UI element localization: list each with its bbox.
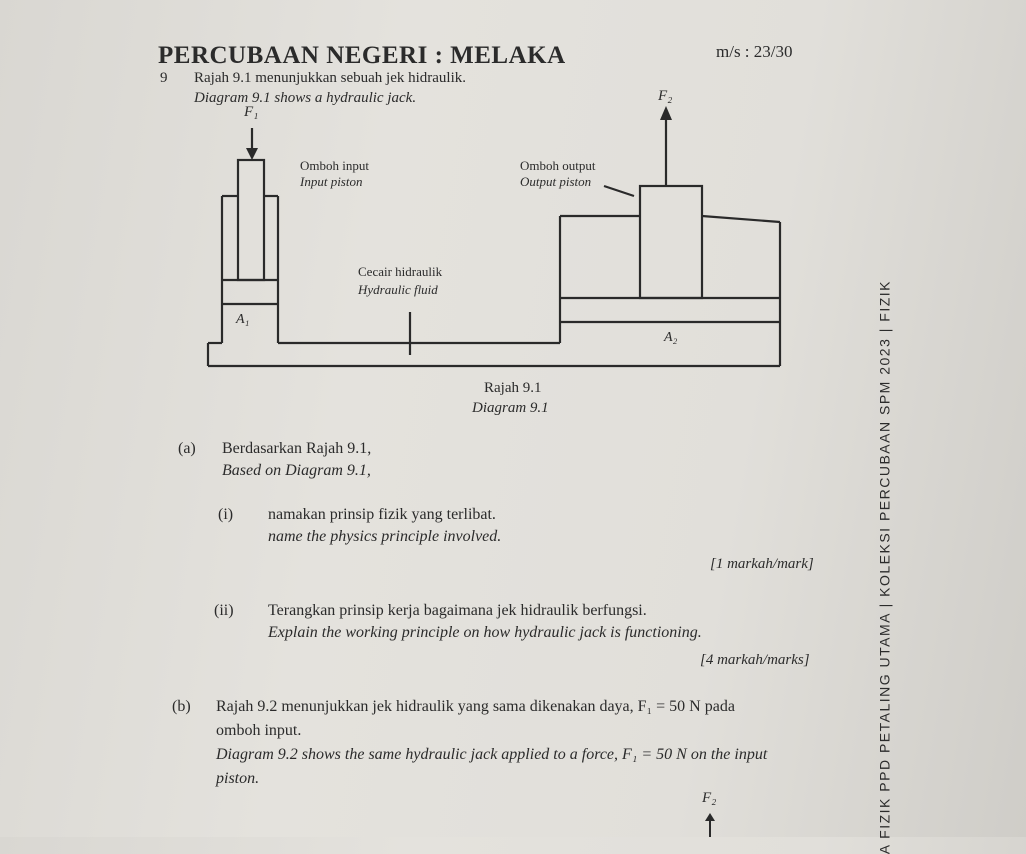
- label-fluid-ms: Cecair hidraulik: [358, 264, 443, 279]
- page-number: m/s : 23/30: [716, 42, 793, 61]
- part-b-line1-ms: Rajah 9.2 menunjukkan jek hidraulik yang sama dikenakan daya, F₁ = 50 N pada: [216, 698, 735, 715]
- label-fluid-en: Hydraulic fluid: [358, 282, 438, 297]
- part-b-line2-en: piston.: [216, 770, 260, 787]
- part-a-ii-label: (ii): [214, 602, 234, 619]
- label-f1: F₁: [244, 104, 259, 120]
- part-a-text-en: Based on Diagram 9.1,: [222, 462, 371, 479]
- part-a-i-ms: namakan prinsip fizik yang terlibat.: [268, 506, 496, 523]
- part-a-ii-marks: [4 markah/marks]: [700, 652, 810, 668]
- diagram-caption-ms: Rajah 9.1: [484, 380, 542, 396]
- input-force-arrow: [246, 148, 258, 160]
- part-b-label: (b): [172, 698, 191, 715]
- part-a-i-en: name the physics principle involved.: [268, 528, 502, 545]
- question-number: 9: [160, 70, 168, 86]
- part-b-f2-label: F₂: [702, 790, 717, 806]
- question-intro-en: Diagram 9.1 shows a hydraulic jack.: [194, 90, 417, 106]
- part-b-f2-arrow: [700, 812, 720, 837]
- label-input-piston-ms: Omboh input: [300, 158, 369, 173]
- part-a-i-label: (i): [218, 506, 234, 523]
- label-a2: A₂: [664, 330, 678, 345]
- label-output-piston-ms: Omboh output: [520, 158, 596, 173]
- part-a-ii-en: Explain the working principle on how hydraulic jack is functioning.: [268, 624, 702, 641]
- output-force-arrow: [660, 106, 672, 120]
- diagram-caption-en: Diagram 9.1: [472, 400, 549, 416]
- label-a1: A₁: [236, 312, 250, 327]
- part-a-label: (a): [178, 440, 196, 457]
- part-a-i-marks: [1 markah/mark]: [710, 556, 814, 572]
- label-f2: F₂: [658, 88, 673, 104]
- side-collection-label: A FIZIK PPD PETALING UTAMA | KOLEKSI PERCUBAAN SPM 2023 | FIZIK: [876, 280, 892, 854]
- part-a-text-ms: Berdasarkan Rajah 9.1,: [222, 440, 372, 457]
- label-input-piston-en: Input piston: [300, 174, 363, 189]
- exam-title: PERCUBAAN NEGERI : MELAKA: [158, 42, 566, 69]
- label-output-piston-en: Output piston: [520, 174, 592, 189]
- question-intro-ms: Rajah 9.1 menunjukkan sebuah jek hidraulik.: [194, 70, 467, 86]
- part-b-line1-en: Diagram 9.2 shows the same hydraulic jack applied to a force, F₁ = 50 N on the input: [216, 746, 768, 763]
- part-b-line2-ms: omboh input.: [216, 722, 302, 739]
- part-a-ii-ms: Terangkan prinsip kerja bagaimana jek hidraulik berfungsi.: [268, 602, 647, 619]
